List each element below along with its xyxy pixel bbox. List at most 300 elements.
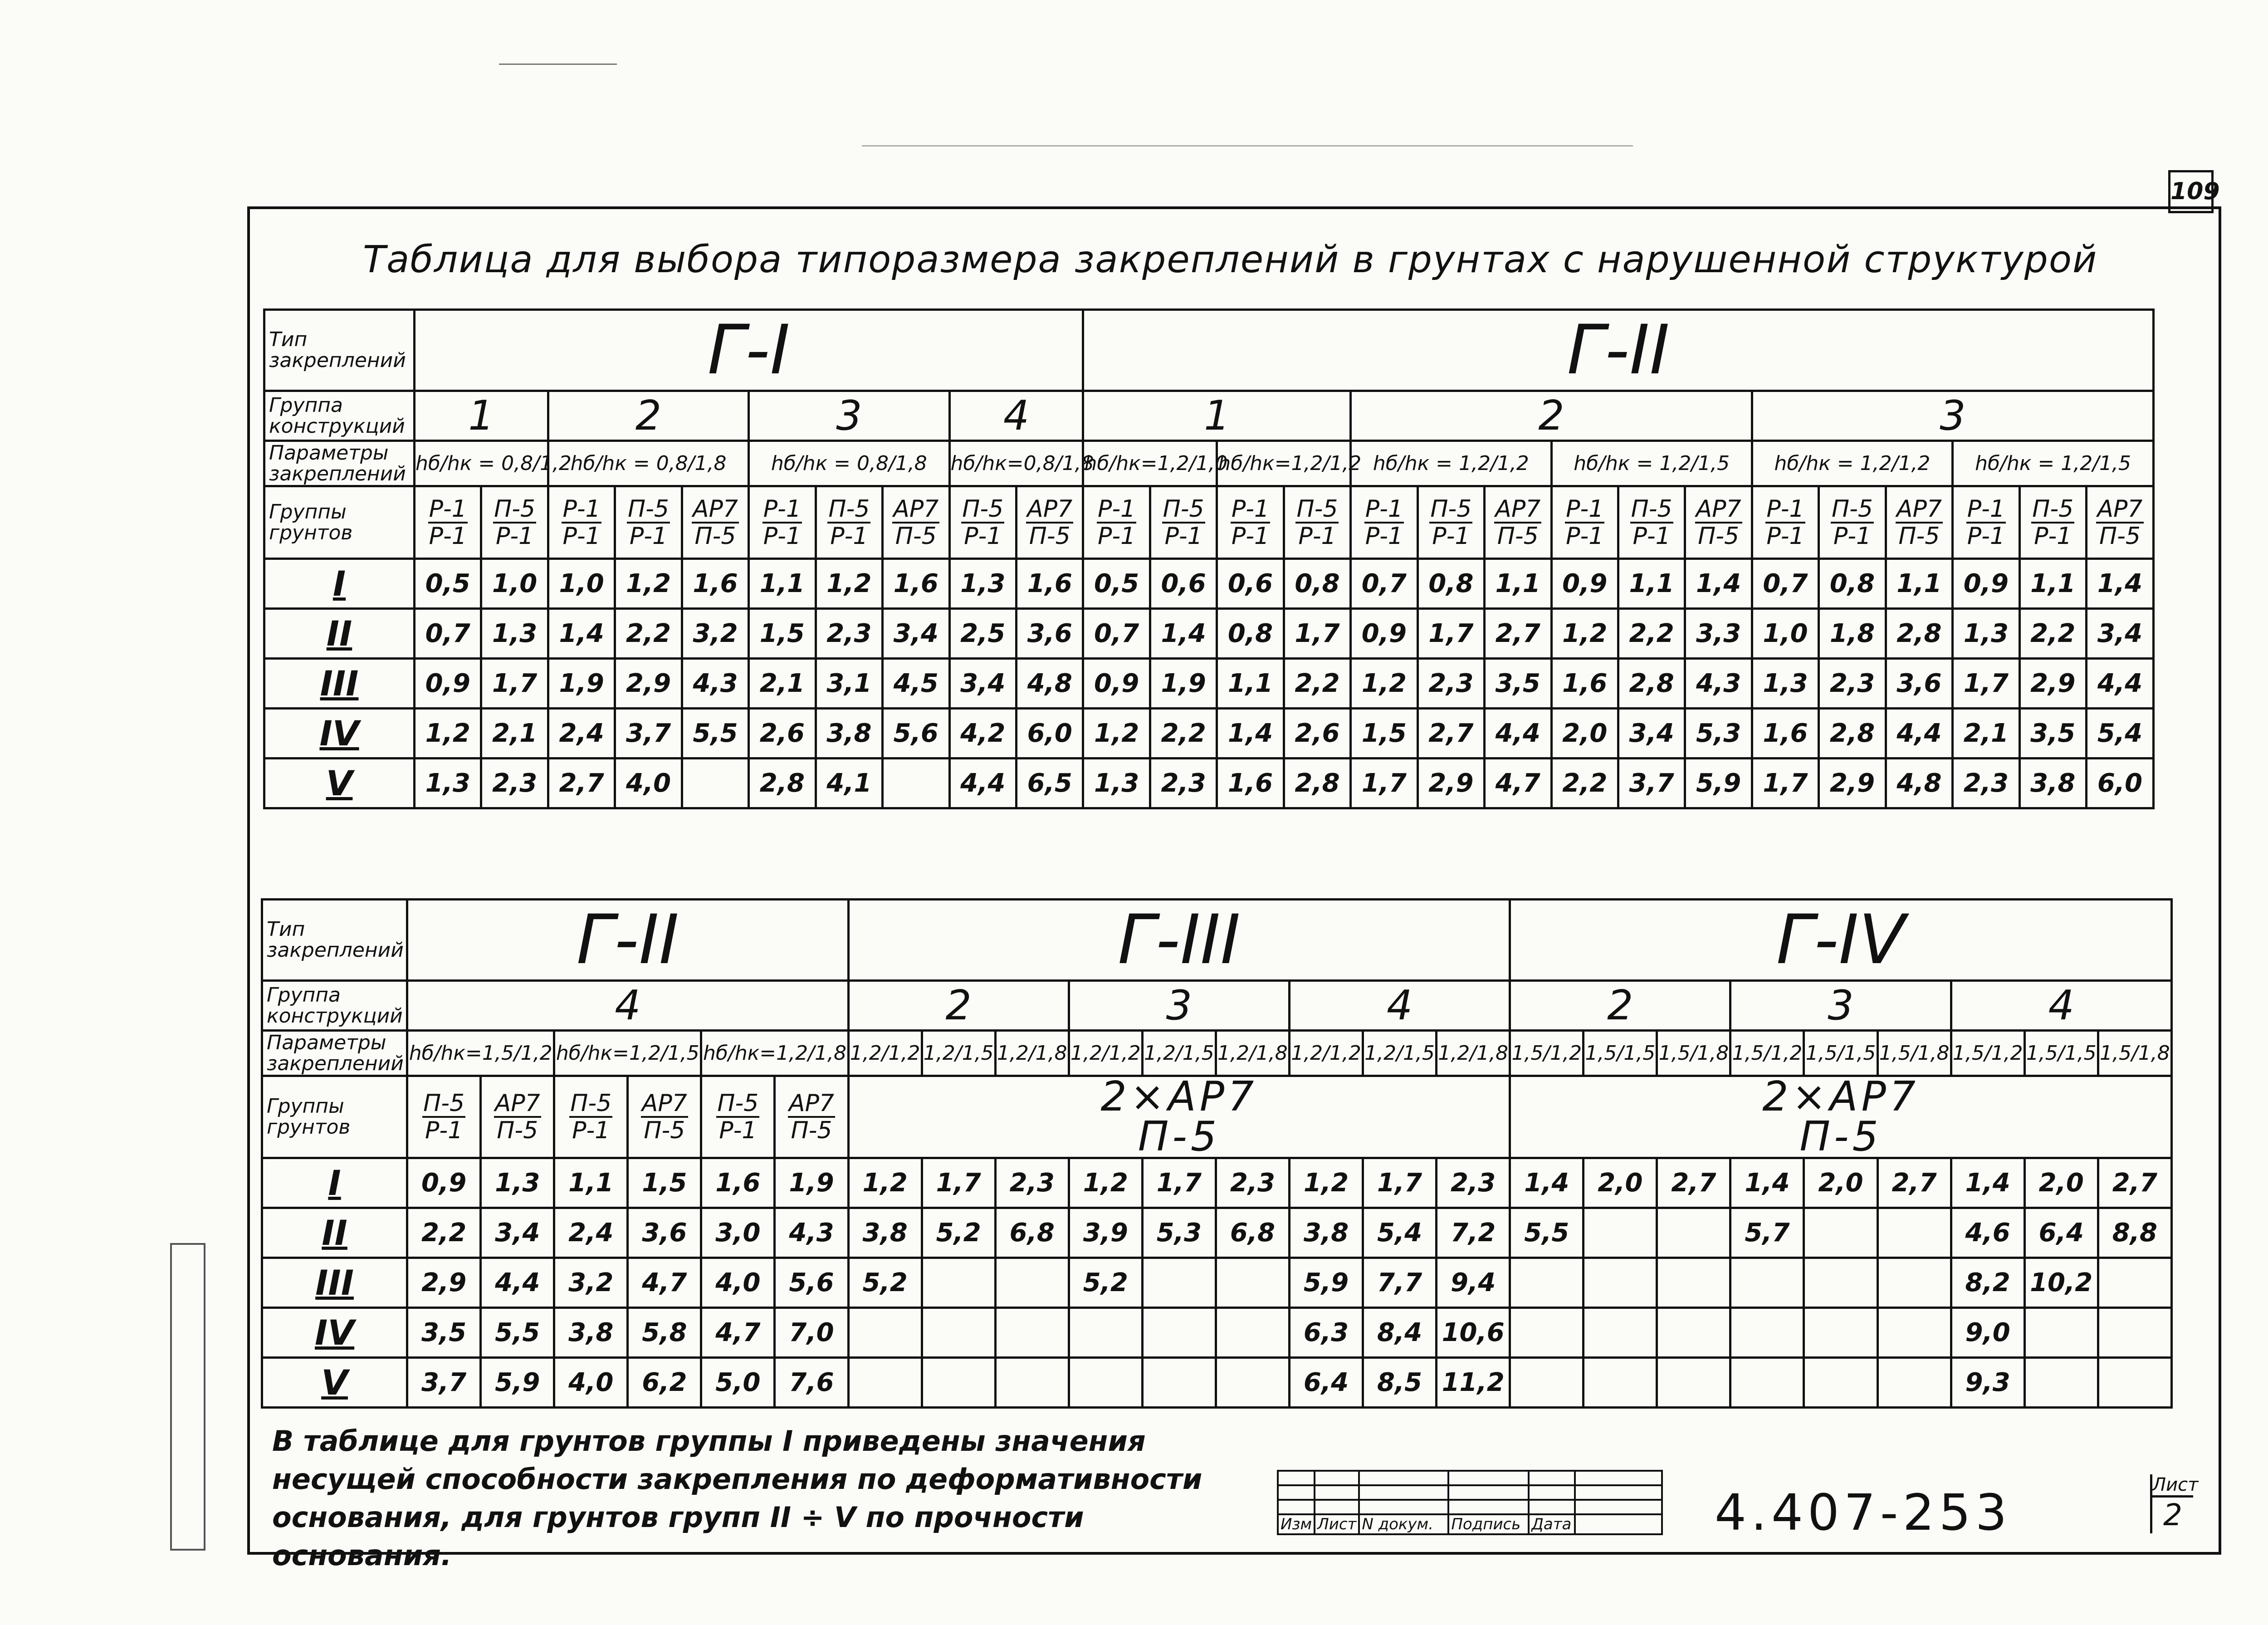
group-cell: 4	[407, 981, 848, 1031]
soil-pair-cell	[949, 486, 1016, 559]
param-cell: hб/hк = 1,2/1,5	[1953, 441, 2154, 486]
soil-top: АР7	[1696, 495, 1741, 523]
soil-top: П-5	[962, 495, 1004, 523]
table-row	[262, 1158, 2172, 1208]
value-cell: 5,9	[1289, 1258, 1363, 1308]
value-cell: 2,9	[1819, 759, 1886, 808]
group-cell: 2	[548, 391, 748, 441]
binding-strip	[170, 1243, 205, 1551]
soil-bottom: Р-1	[1298, 522, 1336, 550]
value-cell: 1,2	[1351, 659, 1418, 709]
value-cell: 2,0	[1804, 1158, 1877, 1208]
value-cell: 2,8	[1819, 709, 1886, 759]
group-cell: 1	[415, 391, 548, 441]
soil-pair-cell	[1752, 486, 1818, 559]
value-cell: 2,3	[1150, 759, 1217, 808]
soil-bottom: Р-1	[1833, 522, 1872, 550]
value-cell: 3,2	[682, 609, 748, 659]
value-cell: 1,8	[1819, 609, 1886, 659]
value-cell: 1,3	[415, 759, 481, 808]
page-number: 109	[2168, 170, 2214, 213]
soil-top: Р-1	[562, 495, 601, 523]
soil-group-label: V	[264, 759, 415, 808]
param-cell: hб/hк=1,2/1,0	[1083, 441, 1217, 486]
value-cell: 1,2	[816, 559, 882, 609]
soil-pair-cell	[1485, 486, 1551, 559]
value-cell	[995, 1258, 1069, 1308]
value-cell: 4,3	[1685, 659, 1752, 709]
value-cell: 2,0	[2024, 1158, 2098, 1208]
value-cell: 1,6	[682, 559, 748, 609]
value-cell: 0,8	[1418, 559, 1484, 609]
soil-top: П-5	[570, 1090, 612, 1117]
value-cell: 3,8	[2019, 759, 2086, 808]
param-cell: 1,2/1,8	[1216, 1031, 1289, 1076]
value-cell: 0,7	[1083, 609, 1150, 659]
group-cell: 2	[1351, 391, 1752, 441]
soil-bottom: П-5	[1799, 1113, 1882, 1160]
type-header: Г-II	[407, 900, 848, 981]
value-cell: 2,9	[615, 659, 682, 709]
value-cell	[1730, 1258, 1804, 1308]
value-cell: 5,6	[883, 709, 949, 759]
soil-top: Р-1	[1967, 495, 2005, 523]
value-cell: 2,2	[1284, 659, 1350, 709]
param-cell: hб/hк = 0,8/1,2	[415, 441, 548, 486]
document-number: 4.407-253	[1715, 1483, 2012, 1542]
scan-mark	[499, 64, 617, 65]
value-cell: 1,3	[481, 1158, 554, 1208]
value-cell: 2,7	[1485, 609, 1551, 659]
type-header: Г-IV	[1510, 900, 2172, 981]
value-cell	[922, 1308, 995, 1358]
value-cell: 1,4	[1217, 709, 1284, 759]
value-cell: 2,7	[548, 759, 615, 808]
value-cell: 3,4	[481, 1208, 554, 1258]
value-cell: 6,0	[2087, 759, 2154, 808]
soil-group-label: I	[262, 1158, 407, 1208]
soil-pair-cell	[481, 1076, 554, 1158]
soil-bottom: П-5	[1138, 1113, 1221, 1160]
value-cell: 8,2	[1951, 1258, 2024, 1308]
value-cell: 2,3	[1819, 659, 1886, 709]
value-cell	[1216, 1258, 1289, 1308]
value-cell: 1,5	[628, 1158, 701, 1208]
value-cell	[1877, 1258, 1951, 1308]
value-cell	[848, 1358, 922, 1408]
table-row	[264, 609, 2154, 659]
soil-top: АР7	[1495, 495, 1541, 523]
value-cell: 1,6	[1752, 709, 1818, 759]
soil-bottom: П-5	[1029, 522, 1070, 550]
value-cell	[1877, 1358, 1951, 1408]
value-cell: 1,1	[1485, 559, 1551, 609]
value-cell: 4,4	[481, 1258, 554, 1308]
value-cell: 1,7	[922, 1158, 995, 1208]
value-cell: 8,5	[1363, 1358, 1437, 1408]
value-cell	[1510, 1358, 1584, 1408]
soil-pair-cell	[775, 1076, 848, 1158]
param-cell: hб/hк=0,8/1,8	[949, 441, 1083, 486]
value-cell: 6,8	[1216, 1208, 1289, 1258]
value-cell: 4,5	[883, 659, 949, 709]
value-cell: 1,4	[548, 609, 615, 659]
value-cell: 3,8	[1289, 1208, 1363, 1258]
value-cell: 4,4	[1485, 709, 1551, 759]
param-cell: 1,5/1,2	[1951, 1031, 2024, 1076]
row-header-type: Тип закреплений	[262, 900, 407, 981]
value-cell	[1216, 1308, 1289, 1358]
value-cell: 5,3	[1142, 1208, 1216, 1258]
value-cell: 3,6	[1886, 659, 1952, 709]
param-cell: 1,2/1,2	[1069, 1031, 1142, 1076]
value-cell: 3,8	[554, 1308, 628, 1358]
param-cell: 1,2/1,2	[848, 1031, 922, 1076]
group-cell: 4	[949, 391, 1083, 441]
soil-pair-cell	[1685, 486, 1752, 559]
soil-top: П-5	[423, 1090, 465, 1117]
soil-top: 2×АР7	[1100, 1073, 1258, 1121]
value-cell: 2,4	[548, 709, 615, 759]
value-cell: 1,7	[1418, 609, 1484, 659]
soil-top: Р-1	[1566, 495, 1604, 523]
value-cell: 0,9	[1953, 559, 2019, 609]
value-cell: 2,7	[1877, 1158, 1951, 1208]
value-cell: 1,7	[1363, 1158, 1437, 1208]
value-cell: 2,2	[1150, 709, 1217, 759]
row-header-params: Параметры закреплений	[262, 1031, 407, 1076]
value-cell: 3,6	[1016, 609, 1083, 659]
param-cell: hб/hк = 0,8/1,8	[749, 441, 949, 486]
value-cell: 2,8	[1618, 659, 1685, 709]
value-cell: 3,4	[883, 609, 949, 659]
value-cell: 2,5	[949, 609, 1016, 659]
value-cell: 1,3	[481, 609, 548, 659]
value-cell: 6,5	[1016, 759, 1083, 808]
value-cell: 3,9	[1069, 1208, 1142, 1258]
value-cell	[1510, 1308, 1584, 1358]
value-cell: 1,1	[554, 1158, 628, 1208]
value-cell: 2,3	[1216, 1158, 1289, 1208]
soil-top: АР7	[893, 495, 939, 523]
value-cell: 4,7	[1485, 759, 1551, 808]
row-header-soils: Группы грунтов	[264, 486, 415, 559]
value-cell	[2098, 1258, 2171, 1308]
row-header-params: Параметры закреплений	[264, 441, 415, 486]
soil-bottom: Р-1	[1633, 522, 1671, 550]
value-cell: 2,6	[749, 709, 816, 759]
value-cell: 2,2	[1551, 759, 1618, 808]
param-cell: 1,2/1,8	[1437, 1031, 1510, 1076]
table-row	[262, 1258, 2172, 1308]
value-cell: 2,8	[749, 759, 816, 808]
value-cell: 1,6	[1016, 559, 1083, 609]
value-cell: 2,1	[749, 659, 816, 709]
value-cell: 2,7	[1657, 1158, 1730, 1208]
value-cell: 2,0	[1584, 1158, 1657, 1208]
value-cell: 1,3	[949, 559, 1016, 609]
value-cell: 6,3	[1289, 1308, 1363, 1358]
soil-top: П-5	[1831, 495, 1873, 523]
value-cell: 2,0	[1551, 709, 1618, 759]
value-cell: 4,0	[554, 1358, 628, 1408]
value-cell: 1,2	[1289, 1158, 1363, 1208]
value-cell: 4,3	[682, 659, 748, 709]
value-cell: 1,6	[1551, 659, 1618, 709]
value-cell: 4,8	[1016, 659, 1083, 709]
value-cell: 1,9	[775, 1158, 848, 1208]
soil-pair-cell	[554, 1076, 628, 1158]
soil-top: П-5	[1163, 495, 1204, 523]
value-cell: 3,4	[949, 659, 1016, 709]
soil-pair-cell	[1618, 486, 1685, 559]
value-cell: 4,8	[1886, 759, 1952, 808]
soil-bottom: Р-1	[1766, 522, 1804, 550]
value-cell: 5,9	[1685, 759, 1752, 808]
soil-bottom: Р-1	[572, 1117, 610, 1144]
value-cell: 5,5	[481, 1308, 554, 1358]
value-cell	[995, 1358, 1069, 1408]
soil-bottom: П-5	[2099, 522, 2141, 550]
table-row	[264, 709, 2154, 759]
soil-pair-cell	[816, 486, 882, 559]
upper-table	[263, 308, 2155, 809]
group-cell: 1	[1083, 391, 1351, 441]
type-header: Г-I	[415, 310, 1083, 391]
sheet-label: Лист	[2152, 1474, 2199, 1495]
soil-bottom: П-5	[644, 1117, 685, 1144]
value-cell: 7,6	[775, 1358, 848, 1408]
value-cell: 1,4	[1510, 1158, 1584, 1208]
value-cell: 2,9	[1418, 759, 1484, 808]
value-cell: 2,3	[1437, 1158, 1510, 1208]
soil-group-label: V	[262, 1358, 407, 1408]
value-cell: 5,8	[628, 1308, 701, 1358]
value-cell: 4,3	[775, 1208, 848, 1258]
value-cell	[1657, 1258, 1730, 1308]
value-cell: 1,7	[481, 659, 548, 709]
value-cell: 0,5	[415, 559, 481, 609]
group-cell: 2	[848, 981, 1069, 1031]
soil-top: АР7	[494, 1090, 540, 1117]
value-cell: 1,1	[1217, 659, 1284, 709]
value-cell: 2,3	[1418, 659, 1484, 709]
param-cell: 1,5/1,8	[1877, 1031, 1951, 1076]
value-cell	[1142, 1258, 1216, 1308]
soil-top: П-5	[828, 495, 870, 523]
value-cell: 1,7	[1142, 1158, 1216, 1208]
soil-bottom: Р-1	[964, 522, 1002, 550]
value-cell: 5,9	[481, 1358, 554, 1408]
value-cell: 5,2	[848, 1258, 922, 1308]
soil-top: П-5	[1631, 495, 1672, 523]
value-cell: 2,1	[1953, 709, 2019, 759]
sheet-number: 2	[2152, 1495, 2193, 1532]
value-cell: 3,0	[701, 1208, 775, 1258]
soil-top: АР7	[789, 1090, 835, 1117]
soil-bottom: П-5	[1497, 522, 1539, 550]
value-cell: 1,2	[848, 1158, 922, 1208]
soil-top: АР7	[1027, 495, 1073, 523]
soil-group-label: IV	[264, 709, 415, 759]
value-cell: 3,3	[1685, 609, 1752, 659]
value-cell: 1,4	[1730, 1158, 1804, 1208]
value-cell: 4,0	[615, 759, 682, 808]
soil-top: Р-1	[1098, 495, 1136, 523]
value-cell: 3,7	[1618, 759, 1685, 808]
value-cell: 1,1	[1618, 559, 1685, 609]
value-cell: 0,9	[415, 659, 481, 709]
value-cell: 2,3	[1953, 759, 2019, 808]
soil-pair-cell	[1284, 486, 1350, 559]
value-cell: 3,8	[816, 709, 882, 759]
row-header-soils: Группы грунтов	[262, 1076, 407, 1158]
stamp-label: Дата	[1529, 1514, 1575, 1534]
value-cell: 1,6	[701, 1158, 775, 1208]
param-cell: 1,2/1,8	[995, 1031, 1069, 1076]
soil-top: П-5	[2032, 495, 2074, 523]
value-cell	[922, 1258, 995, 1308]
value-cell: 6,2	[628, 1358, 701, 1408]
value-cell: 2,3	[481, 759, 548, 808]
value-cell: 0,6	[1217, 559, 1284, 609]
param-cell: hб/hк = 1,2/1,2	[1351, 441, 1551, 486]
value-cell	[1142, 1358, 1216, 1408]
soil-pair-cell	[1953, 486, 2019, 559]
value-cell: 3,8	[848, 1208, 922, 1258]
param-cell: hб/hк=1,2/1,8	[701, 1031, 848, 1076]
value-cell: 8,4	[1363, 1308, 1437, 1358]
soil-bottom: Р-1	[1432, 522, 1470, 550]
soil-group-label: III	[262, 1258, 407, 1308]
param-cell: 1,2/1,5	[1363, 1031, 1437, 1076]
soil-pair-cell	[1217, 486, 1284, 559]
value-cell: 3,6	[628, 1208, 701, 1258]
param-cell: 1,2/1,2	[1289, 1031, 1363, 1076]
value-cell: 4,2	[949, 709, 1016, 759]
value-cell: 4,7	[701, 1308, 775, 1358]
value-cell: 5,5	[1510, 1208, 1584, 1258]
value-cell: 2,1	[481, 709, 548, 759]
soil-bottom: Р-1	[429, 522, 467, 550]
value-cell: 5,4	[2087, 709, 2154, 759]
soil-top: АР7	[1896, 495, 1942, 523]
soil-top: П-5	[494, 495, 536, 523]
value-cell: 0,8	[1217, 609, 1284, 659]
group-cell: 3	[1730, 981, 1951, 1031]
value-cell: 2,8	[1886, 609, 1952, 659]
soil-top: АР7	[641, 1090, 687, 1117]
table-row	[264, 659, 2154, 709]
value-cell: 1,4	[1685, 559, 1752, 609]
soil-span-cell	[1510, 1073, 2172, 1160]
value-cell: 7,7	[1363, 1258, 1437, 1308]
value-cell: 4,7	[628, 1258, 701, 1308]
soil-pair-cell	[2019, 486, 2086, 559]
value-cell	[1657, 1358, 1730, 1408]
soil-bottom: Р-1	[719, 1117, 757, 1144]
value-cell: 4,4	[949, 759, 1016, 808]
value-cell: 7,0	[775, 1308, 848, 1358]
table-row	[262, 1308, 2172, 1358]
soil-top: П-5	[1430, 495, 1472, 523]
value-cell: 5,0	[701, 1358, 775, 1408]
param-cell: 1,2/1,5	[922, 1031, 995, 1076]
soil-pair-cell	[2087, 486, 2154, 559]
param-cell: 1,5/1,8	[2098, 1031, 2171, 1076]
value-cell	[1069, 1358, 1142, 1408]
value-cell: 3,1	[816, 659, 882, 709]
sheet-box	[2150, 1474, 2199, 1533]
group-cell: 4	[1289, 981, 1510, 1031]
value-cell: 1,4	[2087, 559, 2154, 609]
value-cell: 4,0	[701, 1258, 775, 1308]
value-cell	[1730, 1308, 1804, 1358]
value-cell: 2,8	[1284, 759, 1350, 808]
value-cell	[1584, 1308, 1657, 1358]
value-cell: 1,0	[481, 559, 548, 609]
value-cell: 1,6	[1217, 759, 1284, 808]
value-cell: 1,3	[1953, 609, 2019, 659]
value-cell	[2098, 1358, 2171, 1408]
value-cell: 3,5	[2019, 709, 2086, 759]
value-cell: 10,2	[2024, 1258, 2098, 1308]
value-cell: 1,7	[1351, 759, 1418, 808]
value-cell	[995, 1308, 1069, 1358]
param-cell: 1,5/1,2	[1510, 1031, 1584, 1076]
soil-pair-cell	[615, 486, 682, 559]
value-cell	[1657, 1208, 1730, 1258]
value-cell	[1730, 1358, 1804, 1408]
value-cell: 3,7	[615, 709, 682, 759]
value-cell	[2024, 1358, 2098, 1408]
value-cell: 0,8	[1819, 559, 1886, 609]
value-cell: 1,7	[1284, 609, 1350, 659]
soil-pair-cell	[1886, 486, 1952, 559]
value-cell: 0,5	[1083, 559, 1150, 609]
soil-pair-cell	[481, 486, 548, 559]
value-cell: 5,3	[1685, 709, 1752, 759]
value-cell	[1510, 1258, 1584, 1308]
soil-bottom: П-5	[895, 522, 937, 550]
table-row	[262, 1208, 2172, 1258]
value-cell: 9,3	[1951, 1358, 2024, 1408]
value-cell	[1657, 1308, 1730, 1358]
soil-bottom: Р-1	[1098, 522, 1136, 550]
value-cell	[1804, 1208, 1877, 1258]
value-cell: 0,7	[415, 609, 481, 659]
value-cell: 5,5	[682, 709, 748, 759]
value-cell	[1216, 1358, 1289, 1408]
value-cell: 6,4	[2024, 1208, 2098, 1258]
soil-pair-cell	[407, 1076, 481, 1158]
soil-pair-cell	[1016, 486, 1083, 559]
value-cell: 1,4	[1150, 609, 1217, 659]
value-cell: 1,7	[1953, 659, 2019, 709]
value-cell: 5,6	[775, 1258, 848, 1308]
soil-group-label: II	[264, 609, 415, 659]
value-cell: 0,8	[1284, 559, 1350, 609]
value-cell	[2098, 1308, 2171, 1358]
value-cell: 1,5	[1351, 709, 1418, 759]
value-cell: 2,2	[407, 1208, 481, 1258]
value-cell: 0,9	[1551, 559, 1618, 609]
soil-bottom: Р-1	[629, 522, 668, 550]
scan-mark	[862, 145, 1633, 147]
soil-top: Р-1	[1766, 495, 1804, 523]
soil-group-label: IV	[262, 1308, 407, 1358]
soil-bottom: Р-1	[830, 522, 868, 550]
